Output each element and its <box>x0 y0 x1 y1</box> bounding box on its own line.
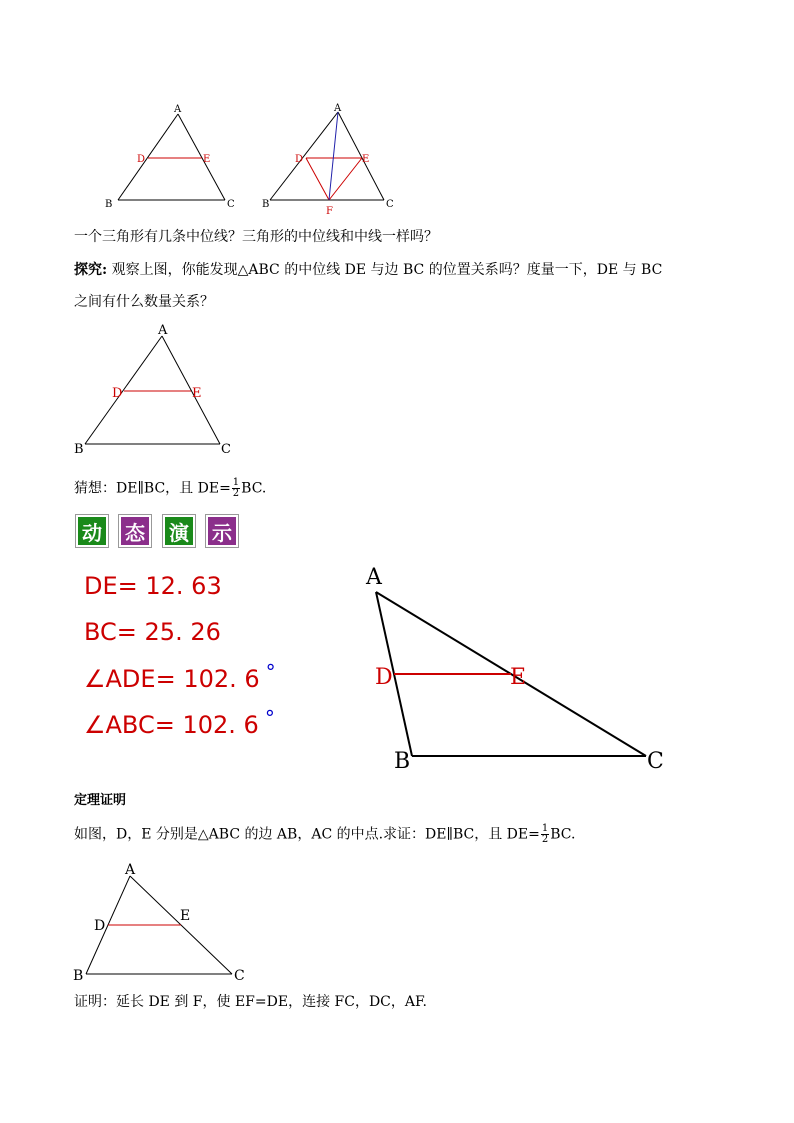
label-c: C <box>221 442 231 457</box>
label-d: D <box>295 154 304 165</box>
label-d: D <box>375 665 393 690</box>
label-a: A <box>125 862 136 878</box>
side-ab <box>270 112 338 200</box>
theorem-title: 定理证明 <box>74 793 127 808</box>
label-d: D <box>112 386 123 401</box>
label-b: B <box>73 968 84 984</box>
proof-text: 证明：延长 DE 到 F，使 EF=DE，连接 FC，DC，AF. <box>74 994 427 1010</box>
label-e: E <box>203 154 211 165</box>
figure-dynamic-triangle <box>360 560 680 780</box>
label-e: E <box>510 665 527 690</box>
label-a: A <box>334 103 342 114</box>
label-d: D <box>137 154 146 165</box>
side-ab <box>85 336 162 444</box>
question-text: 一个三角形有几条中位线？三角形的中位线和中线一样吗？ <box>74 229 438 245</box>
fraction-half: $\frac{1}{2}$ <box>541 823 549 845</box>
side-ac <box>162 336 220 444</box>
demo-button-yan[interactable]: 演 <box>163 515 195 547</box>
demo-button-shi[interactable]: 示 <box>206 515 238 547</box>
segment-df <box>306 158 329 200</box>
explore-label: 探究: <box>74 262 108 278</box>
degree-symbol: ° <box>265 660 276 684</box>
conjecture-prefix: 猜想：DE∥BC，且 DE= <box>74 480 231 497</box>
demo-button-dong[interactable]: 动 <box>76 515 108 547</box>
label-b: B <box>74 442 84 457</box>
label-d: D <box>94 918 106 934</box>
measure-de: DE= 12. 63 <box>84 572 222 600</box>
label-e: E <box>362 154 370 165</box>
label-e: E <box>180 908 191 924</box>
label-f: F <box>326 206 333 217</box>
side-ac <box>338 112 384 200</box>
explore-line-1 <box>74 261 662 279</box>
side-ac <box>178 114 225 200</box>
figure-triangle-midline <box>100 100 240 212</box>
label-c: C <box>386 199 394 210</box>
label-a: A <box>174 104 182 115</box>
fraction-half: $\frac{1}{2}$ <box>232 477 240 499</box>
label-b: B <box>105 199 113 210</box>
label-b: B <box>262 199 270 210</box>
label-e: E <box>192 386 202 401</box>
explore-text-1: 观察上图，你能发现△ABC 的中位线 DE 与边 BC 的位置关系吗？度量一下，DE 与 BC <box>111 262 663 278</box>
figure-triangle-midline-median <box>262 100 402 218</box>
theorem-statement: 如图，D，E 分别是△ABC 的边 AB，AC 的中点.求证：DE∥BC，且 DE= $\frac{1}{2}$ BC. <box>74 823 576 845</box>
explore-line-2: 之间有什么数量关系？ <box>74 294 214 310</box>
label-c: C <box>234 968 245 984</box>
label-b: B <box>394 749 411 774</box>
label-c: C <box>647 749 664 774</box>
side-ab <box>118 114 178 200</box>
figure-triangle-midline-large <box>70 322 245 457</box>
conjecture <box>74 478 266 499</box>
label-c: C <box>227 199 235 210</box>
conjecture-suffix: BC. <box>241 480 267 497</box>
measure-angle-ade: ∠ADE= 102. 6 ° <box>84 660 276 693</box>
median-af <box>329 112 338 200</box>
segment-ef <box>329 158 362 200</box>
label-a: A <box>366 565 382 590</box>
measure-bc: BC= 25. 26 <box>84 618 221 646</box>
degree-symbol: ° <box>264 706 275 730</box>
figure-proof-triangle <box>70 858 250 986</box>
demo-button-tai[interactable]: 态 <box>119 515 151 547</box>
measure-angle-abc: ∠ABC= 102. 6 ° <box>84 706 275 739</box>
label-a: A <box>158 323 168 338</box>
